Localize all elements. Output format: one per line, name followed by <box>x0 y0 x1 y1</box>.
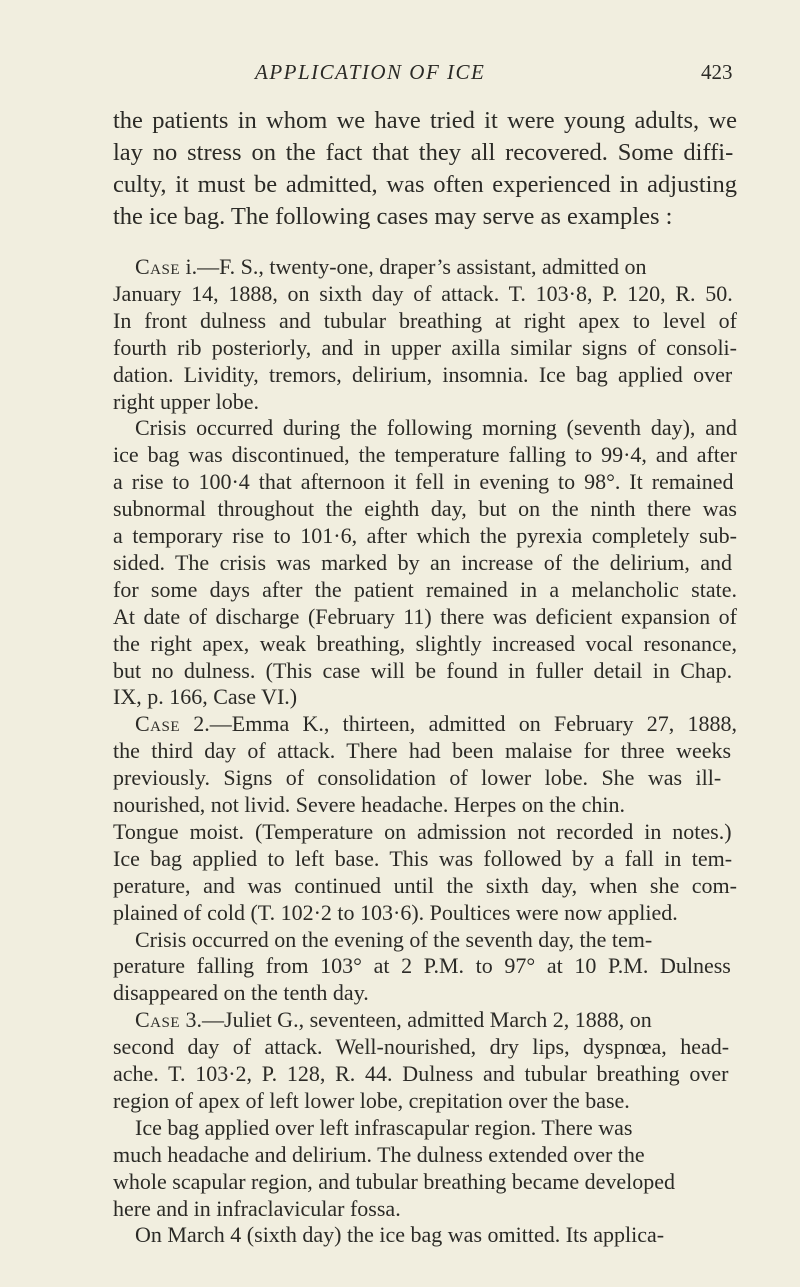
line-text: In front dulness and tubular breathing at right apex to level of <box>113 308 737 333</box>
text-line <box>113 955 731 977</box>
line-text: a rise to 100·4 that afternoon it fell in evening to 98°. It remained <box>113 469 734 494</box>
text-line <box>113 660 732 682</box>
line-text: here and in infraclavicular fossa. <box>113 1196 401 1221</box>
line-text: dation. Lividity, tremors, delirium, insomnia. Ice bag applied over <box>113 362 733 387</box>
text-line <box>113 1036 729 1058</box>
line-text: On March 4 (sixth day) the ice bag was omitted. Its applica- <box>135 1222 665 1247</box>
text-line <box>113 364 732 386</box>
line-text: 3.—Juliet G., seventeen, admitted March 2, 1888, on <box>180 1007 652 1032</box>
line-text: ache. T. 103·2, P. 128, R. 44. Dulness and tubular breathing over <box>113 1061 729 1086</box>
line-text: whole scapular region, and tubular breathing became developed <box>113 1169 675 1194</box>
line-text: perature falling from 103° at 2 P.M. to 97° at 10 P.M. Dulness <box>113 953 731 978</box>
text-line <box>135 1117 632 1139</box>
line-text: Crisis occurred on the evening of the seventh day, the tem- <box>135 927 653 952</box>
text-line <box>113 686 297 708</box>
text-line: culty, it must be admitted, was often experienced in adjusting <box>113 171 737 198</box>
text-line <box>113 821 732 843</box>
line-text: a temporary rise to 101·6, after which the pyrexia completely sub- <box>113 523 737 548</box>
line-text: Ice bag applied over left infrascapular region. There was <box>135 1115 633 1140</box>
text-line <box>135 256 647 278</box>
line-text: plained of cold (T. 102·2 to 103·6). Poultices were now applied. <box>113 900 678 925</box>
line-text: fourth rib posteriorly, and in upper axilla similar signs of consoli- <box>113 335 737 360</box>
text-line: lay no stress on the fact that they all recovered. Some diffi- <box>113 139 734 166</box>
line-text: region of apex of left lower lobe, crepitation over the base. <box>113 1088 630 1113</box>
line-text: sided. The crisis was marked by an increase of the delirium, and <box>113 550 733 575</box>
text-line <box>135 713 737 735</box>
text-line <box>113 391 259 413</box>
line-text: IX, p. 166, Case VI.) <box>113 684 298 709</box>
text-line <box>135 417 737 439</box>
text-line <box>113 982 369 1004</box>
text-line <box>135 1224 664 1246</box>
text-line <box>113 1090 630 1112</box>
text-line <box>113 310 737 332</box>
running-head <box>0 60 800 90</box>
running-title: APPLICATION OF ICE <box>255 60 486 84</box>
line-text: the third day of attack. There had been malaise for three weeks <box>113 738 732 763</box>
line-text: for some days after the patient remained in a melancholic state. <box>113 577 737 602</box>
line-text: disappeared on the tenth day. <box>113 980 369 1005</box>
case-label: Case <box>135 254 181 279</box>
page-number: 423 <box>701 60 733 84</box>
text-line: the ice bag. The following cases may serve as examples : <box>113 203 673 230</box>
text-line <box>113 740 731 762</box>
text-line <box>113 1171 675 1193</box>
line-text: but no dulness. (This case will be found in fuller detail in Chap. <box>113 658 733 683</box>
line-text: i.—F. S., twenty-one, draper’s assistant, admitted on <box>180 254 647 279</box>
text-line <box>113 767 721 789</box>
case-label: Case <box>135 711 181 736</box>
line-text: perature, and was continued until the sixth day, when she com- <box>113 873 737 898</box>
text-line <box>113 525 737 547</box>
text-line <box>135 1009 652 1031</box>
line-text: At date of discharge (February 11) there was deficient expansion of <box>113 604 737 629</box>
text-line <box>113 498 737 520</box>
line-text: second day of attack. Well-nourished, dry lips, dyspnœa, head- <box>113 1034 730 1059</box>
text-line <box>113 444 737 466</box>
line-text: Ice bag applied to left base. This was followed by a fall in tem- <box>113 846 733 871</box>
text-line <box>113 1063 728 1085</box>
text-line <box>113 875 737 897</box>
line-text: much headache and delirium. The dulness extended over the <box>113 1142 645 1167</box>
line-text: ice bag was discontinued, the temperature falling to 99·4, and after <box>113 442 737 467</box>
line-text: previously. Signs of consolidation of lower lobe. She was ill- <box>113 765 722 790</box>
text-line <box>113 471 734 493</box>
line-text: January 14, 1888, on sixth day of attack. T. 103·8, P. 120, R. 50. <box>113 281 733 306</box>
text-line: the patients in whom we have tried it were young adults, we <box>113 107 737 134</box>
line-text: Tongue moist. (Temperature on admission not recorded in notes.) <box>113 819 732 844</box>
text-line <box>113 633 737 655</box>
text-line <box>113 552 732 574</box>
line-text: the right apex, weak breathing, slightly increased vocal resonance, <box>113 631 737 656</box>
text-line <box>113 283 733 305</box>
line-text: 2.—Emma K., thirteen, admitted on February 27, 1888, <box>180 711 737 736</box>
line-text: right upper lobe. <box>113 389 260 414</box>
case-label: Case <box>135 1007 181 1032</box>
text-line <box>113 1198 401 1220</box>
text-line <box>113 606 737 628</box>
line-text: nourished, not livid. Severe headache. Herpes on the chin. <box>113 792 625 817</box>
text-line <box>135 929 652 951</box>
text-line <box>113 848 732 870</box>
text-line <box>113 1144 645 1166</box>
text-line <box>113 794 625 816</box>
text-line <box>113 337 737 359</box>
line-text: Crisis occurred during the following morning (seventh day), and <box>135 415 737 440</box>
text-line <box>113 902 678 924</box>
text-line <box>113 579 737 601</box>
line-text: subnormal throughout the eighth day, but on the ninth there was <box>113 496 737 521</box>
